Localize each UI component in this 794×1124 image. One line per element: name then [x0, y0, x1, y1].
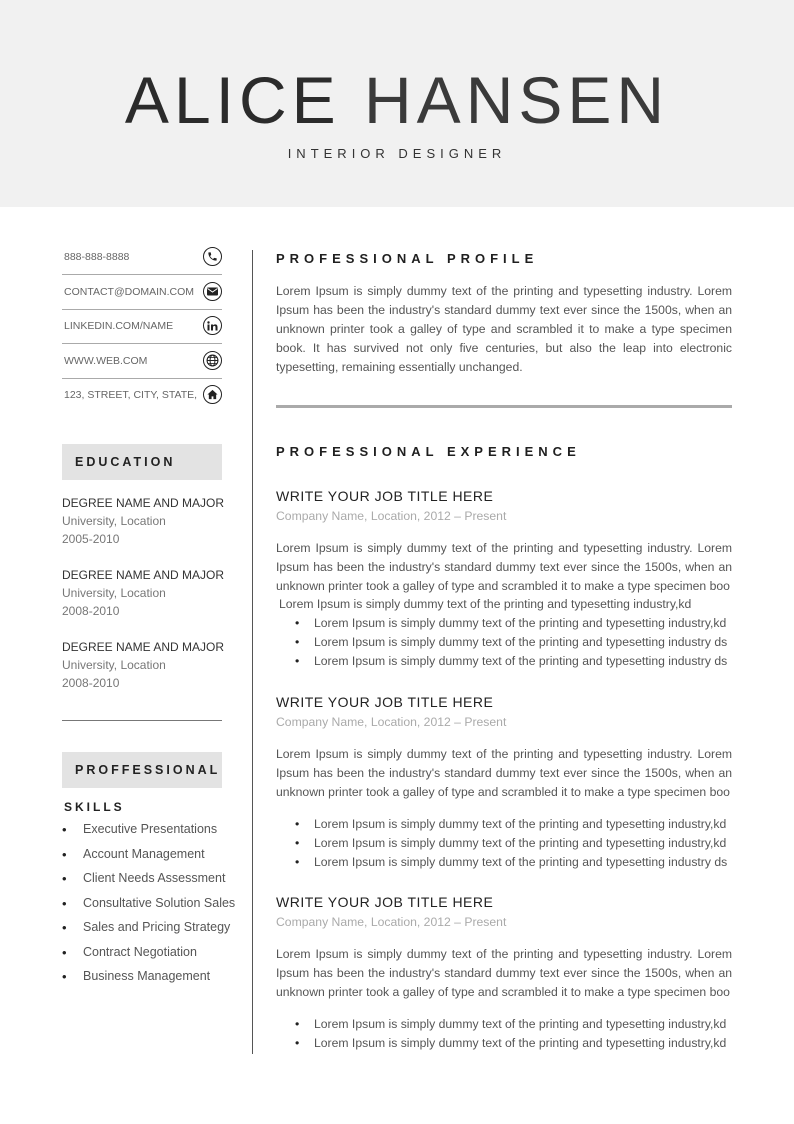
education-entry — [62, 638, 232, 692]
column-divider — [252, 250, 253, 1054]
phone-icon — [203, 247, 222, 266]
contact-website — [62, 345, 222, 379]
job-title: WRITE YOUR JOB TITLE HERE — [276, 894, 494, 910]
section-heading-text: EDUCATION — [75, 455, 176, 469]
candidate-name — [0, 60, 794, 140]
left-divider — [62, 720, 222, 721]
job-role: INTERIOR DESIGNER — [287, 146, 507, 161]
job-bullets — [295, 815, 727, 872]
contact-email — [62, 276, 222, 310]
job-title: WRITE YOUR JOB TITLE HERE — [276, 488, 494, 504]
contact-text: LINKEDIN.COM/NAME — [64, 320, 174, 332]
job-company: Company Name, Location, 2012 – Present — [276, 715, 507, 729]
contact-linkedin — [62, 310, 222, 344]
skills-heading — [62, 752, 222, 788]
profile-text: Lorem Ipsum is simply dummy text of the printing and typesetting industry. Lorem Ipsum has been the industry's standard dummy text ever since the 1500s, when an unknown printer took a galley of type and scrambled it to make a type specimen book. It has survived not only five centuries, but also the leap into electronic typesetting, remaining essentially unchanged. — [276, 284, 732, 374]
last-name: HANSEN — [364, 63, 670, 137]
job-description: Lorem Ipsum is simply dummy text of the printing and typesetting industry. Lorem Ipsum has been the industry's standard dummy text ever since the 1500s, when an unknown printer took a galley of type and scrambled it to make a type specimen boo — [276, 947, 732, 999]
skill-item: • Client Needs Assessment — [62, 871, 235, 896]
profile-divider — [276, 405, 732, 408]
job-bullets — [295, 614, 727, 671]
education-years: 2008-2010 — [62, 604, 120, 618]
section-heading-text: PROFFESSIONAL — [75, 763, 221, 777]
school-location: University, Location — [62, 658, 166, 672]
education-heading — [62, 444, 222, 480]
skill-item: • Contract Negotiation — [62, 945, 235, 970]
home-icon — [203, 385, 222, 404]
skill-item: • Sales and Pricing Strategy — [62, 920, 235, 945]
skills-subheading: SKILLS — [64, 800, 125, 814]
skills-list — [62, 822, 235, 994]
job-bullet: • Lorem Ipsum is simply dummy text of the printing and typesetting industry ds — [295, 652, 727, 671]
degree-name: DEGREE NAME AND MAJOR — [62, 640, 225, 654]
education-entry — [62, 494, 232, 548]
education-entry — [62, 566, 232, 620]
education-years: 2005-2010 — [62, 532, 120, 546]
job-bullets — [295, 1015, 726, 1053]
job-extra-line: Lorem Ipsum is simply dummy text of the printing and typesetting industry,kd — [279, 597, 692, 611]
contact-address — [62, 379, 222, 413]
job-description: Lorem Ipsum is simply dummy text of the printing and typesetting industry. Lorem Ipsum has been the industry's standard dummy text ever since the 1500s, when an unknown printer took a galley of type and scrambled it to make a type specimen boo — [276, 747, 732, 799]
job-description: Lorem Ipsum is simply dummy text of the printing and typesetting industry. Lorem Ipsum has been the industry's standard dummy text ever since the 1500s, when an unknown printer took a galley of type and scrambled it to make a type specimen boo — [276, 541, 732, 593]
job-title: WRITE YOUR JOB TITLE HERE — [276, 694, 494, 710]
degree-name: DEGREE NAME AND MAJOR — [62, 568, 225, 582]
school-location: University, Location — [62, 514, 166, 528]
skill-item: • Consultative Solution Sales — [62, 896, 235, 921]
first-name: ALICE — [124, 63, 341, 137]
contact-text: WWW.WEB.COM — [64, 355, 148, 367]
experience-heading: PROFESSIONAL EXPERIENCE — [276, 444, 581, 459]
skill-item: • Account Management — [62, 847, 235, 872]
job-bullet: • Lorem Ipsum is simply dummy text of the printing and typesetting industry,kd — [295, 815, 727, 834]
resume-header — [0, 0, 794, 207]
contact-text: CONTACT@DOMAIN.COM — [64, 286, 195, 298]
skill-item: • Business Management — [62, 969, 235, 994]
job-company: Company Name, Location, 2012 – Present — [276, 915, 507, 929]
education-years: 2008-2010 — [62, 676, 120, 690]
contact-phone — [62, 241, 222, 275]
skill-item: • Executive Presentations — [62, 822, 235, 847]
contact-text: 888-888-8888 — [64, 251, 130, 263]
job-bullet: • Lorem Ipsum is simply dummy text of the printing and typesetting industry ds — [295, 633, 727, 652]
email-icon — [203, 282, 222, 301]
job-bullet: • Lorem Ipsum is simply dummy text of the printing and typesetting industry ds — [295, 853, 727, 872]
contact-text: 123, STREET, CITY, STATE, — [64, 389, 198, 401]
profile-heading: PROFESSIONAL PROFILE — [276, 251, 539, 266]
degree-name: DEGREE NAME AND MAJOR — [62, 496, 225, 510]
globe-icon — [203, 351, 222, 370]
job-bullet: • Lorem Ipsum is simply dummy text of the printing and typesetting industry,kd — [295, 614, 727, 633]
job-company: Company Name, Location, 2012 – Present — [276, 509, 507, 523]
school-location: University, Location — [62, 586, 166, 600]
job-bullet: • Lorem Ipsum is simply dummy text of the printing and typesetting industry,kd — [295, 834, 727, 853]
job-bullet: • Lorem Ipsum is simply dummy text of the printing and typesetting industry,kd — [295, 1034, 726, 1053]
linkedin-icon — [203, 316, 222, 335]
job-bullet: • Lorem Ipsum is simply dummy text of the printing and typesetting industry,kd — [295, 1015, 726, 1034]
